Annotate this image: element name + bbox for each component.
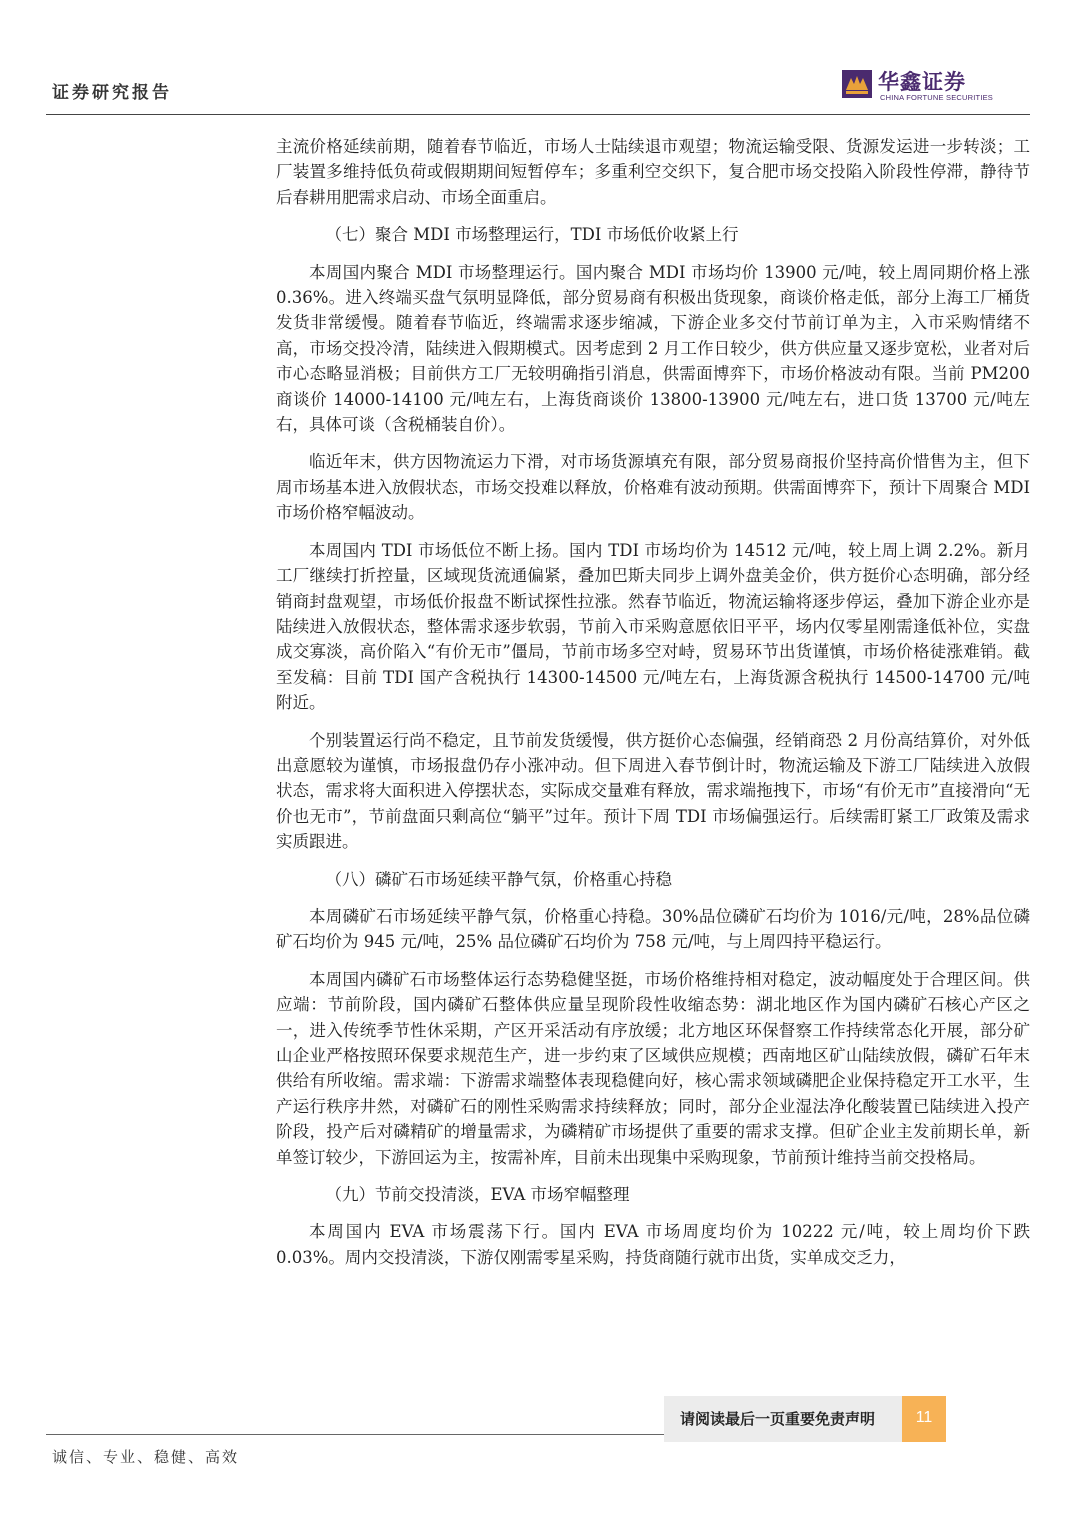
logo-english-name: CHINA FORTUNE SECURITIES: [880, 93, 994, 102]
section-heading-mdi-tdi: （七）聚合 MDI 市场整理运行，TDI 市场低价收紧上行: [325, 225, 739, 245]
report-body: [276, 134, 1030, 1282]
paragraph-phosphate-prices: 本周磷矿石市场延续平静气氛，价格重心持稳。30%品位磷矿石均价为 1016/元/吨，28%品位磷矿石均价为 945 元/吨，25% 品位磷矿石均价为 758 元/吨，与上周四持平稳运行。: [276, 906, 1030, 952]
disclaimer-notice: 请阅读最后一页重要免责声明: [680, 1410, 876, 1428]
company-logo: [842, 68, 992, 108]
paragraph-tdi-outlook: 个别装置运行尚不稳定，且节前发货缓慢，供方挺价心态偏强，经销商恐 2 月份高结算价，对外低出意愿较为谨慎，市场报盘仍存小涨冲动。但下周进入春节倒计时，物流运输及下游工厂陆续进入放假状态，需求将大面积进入停摆状态，实际成交量难有释放，需求端拖拽下，市场“有价无市”直接滑向“无价也无市”，节前盘面只剩高位“躺平”过年。预计下周 TDI 市场偏强运行。后续需盯紧工厂政策及需求实质跟进。: [276, 730, 1030, 852]
paragraph-fertilizer-continued: 主流价格延续前期，随着春节临近，市场人士陆续退市观望；物流运输受限、货源发运进一步转淡；工厂装置多维持低负荷或假期期间短暂停车；多重利空交织下，复合肥市场交投陷入阶段性停滞，静待节后春耕用肥需求启动、市场全面重启。: [276, 137, 1030, 207]
paragraph-phosphate-analysis: 本周国内磷矿石市场整体运行态势稳健坚挺，市场价格维持相对稳定，波动幅度处于合理区间。供应端：节前阶段，国内磷矿石整体供应量呈现阶段性收缩态势：湖北地区作为国内磷矿石核心产区之一，进入传统季节性休采期，产区开采活动有序放缓；北方地区环保督察工作持续常态化开展，部分矿山企业严格按照环保要求规范生产，进一步约束了区域供应规模；西南地区矿山陆续放假，磷矿石年末供给有所收缩。需求端：下游需求端整体表现稳健向好，核心需求领域磷肥企业保持稳定开工水平，生产运行秩序井然，对磷矿石的刚性采购需求持续释放；同时，部分企业湿法净化酸装置已陆续进入投产阶段，投产后对磷精矿的增量需求，为磷精矿市场提供了重要的需求支撑。但矿企业主发前期长单，新单签订较少，下游回运为主，按需补库，目前未出现集中采购现象，节前预计维持当前交投格局。: [276, 969, 1030, 1167]
section-heading-phosphate-rock: （八）磷矿石市场延续平静气氛，价格重心持稳: [325, 869, 672, 889]
paragraph-tdi-weekly: 本周国内 TDI 市场低位不断上扬。国内 TDI 市场均价为 14512 元/吨，较上周上调 2.2%。新月工厂继续打折控量，区域现货流通偏紧，叠加巴斯夫同步上调外盘美金价，供方挺价心态明确，部分经销商封盘观望，市场低价报盘不断试探性拉涨。然春节临近，物流运输将逐步停运，叠加下游企业亦是陆续进入放假状态，整体需求逐步软弱，节前入市采购意愿依旧平平，场内仅零星刚需逢低补位，实盘成交寡淡，高价陷入“有价无市”僵局，节前市场多空对峙，贸易环节出货谨慎，市场价格徒涨难销。截至发稿：目前 TDI 国产含税执行 14300-14500 元/吨左右，上海货源含税执行 14500-14700 元/吨附近。: [276, 540, 1030, 713]
report-type-label: 证券研究报告: [52, 83, 172, 103]
header-divider: [46, 114, 1030, 115]
page-number: 11: [915, 1409, 933, 1426]
footer-divider: [46, 1434, 664, 1435]
logo-emblem-icon: [842, 70, 872, 98]
section-heading-eva: （九）节前交投清淡，EVA 市场窄幅整理: [325, 1185, 630, 1205]
logo-chinese-name: 华鑫证券: [878, 70, 966, 94]
paragraph-eva-weekly: 本周国内 EVA 市场震荡下行。国内 EVA 市场周度均价为 10222 元/吨，较上周均价下跌 0.03%。周内交投清淡，下游仅刚需零星采购，持货商随行就市出货，实单成交乏力，: [276, 1222, 1030, 1267]
paragraph-mdi-weekly: 本周国内聚合 MDI 市场整理运行。国内聚合 MDI 市场均价 13900 元/吨，较上周同期价格上涨 0.36%。进入终端买盘气氛明显降低，部分贸易商有积极出货现象，商谈价格走低，部分上海工厂桶货发货非常缓慢。随着春节临近，终端需求逐步缩减，下游企业多交付节前订单为主，入市采购情绪不高，市场交投冷清，陆续进入假期模式。因考虑到 2 月工作日较少，供方供应量又逐步宽松，业者对后市心态略显消极；目前供方工厂无较明确指引消息，供需面博弈下，市场价格波动有限。当前 PM200 商谈价 14000-14100 元/吨左右，上海货商谈价 13800-13900 元/吨左右，进口货 13700 元/吨左右，具体可谈（含税桶装自价）。: [276, 262, 1030, 435]
paragraph-mdi-outlook: 临近年末，供方因物流运力下滑，对市场货源填充有限，部分贸易商报价坚持高价惜售为主，但下周市场基本进入放假状态，市场交投难以释放，价格难有波动预期。供需面博弈下，预计下周聚合 MDI 市场价格窄幅波动。: [276, 452, 1030, 523]
company-slogan: 诚信、专业、稳健、高效: [52, 1448, 240, 1466]
